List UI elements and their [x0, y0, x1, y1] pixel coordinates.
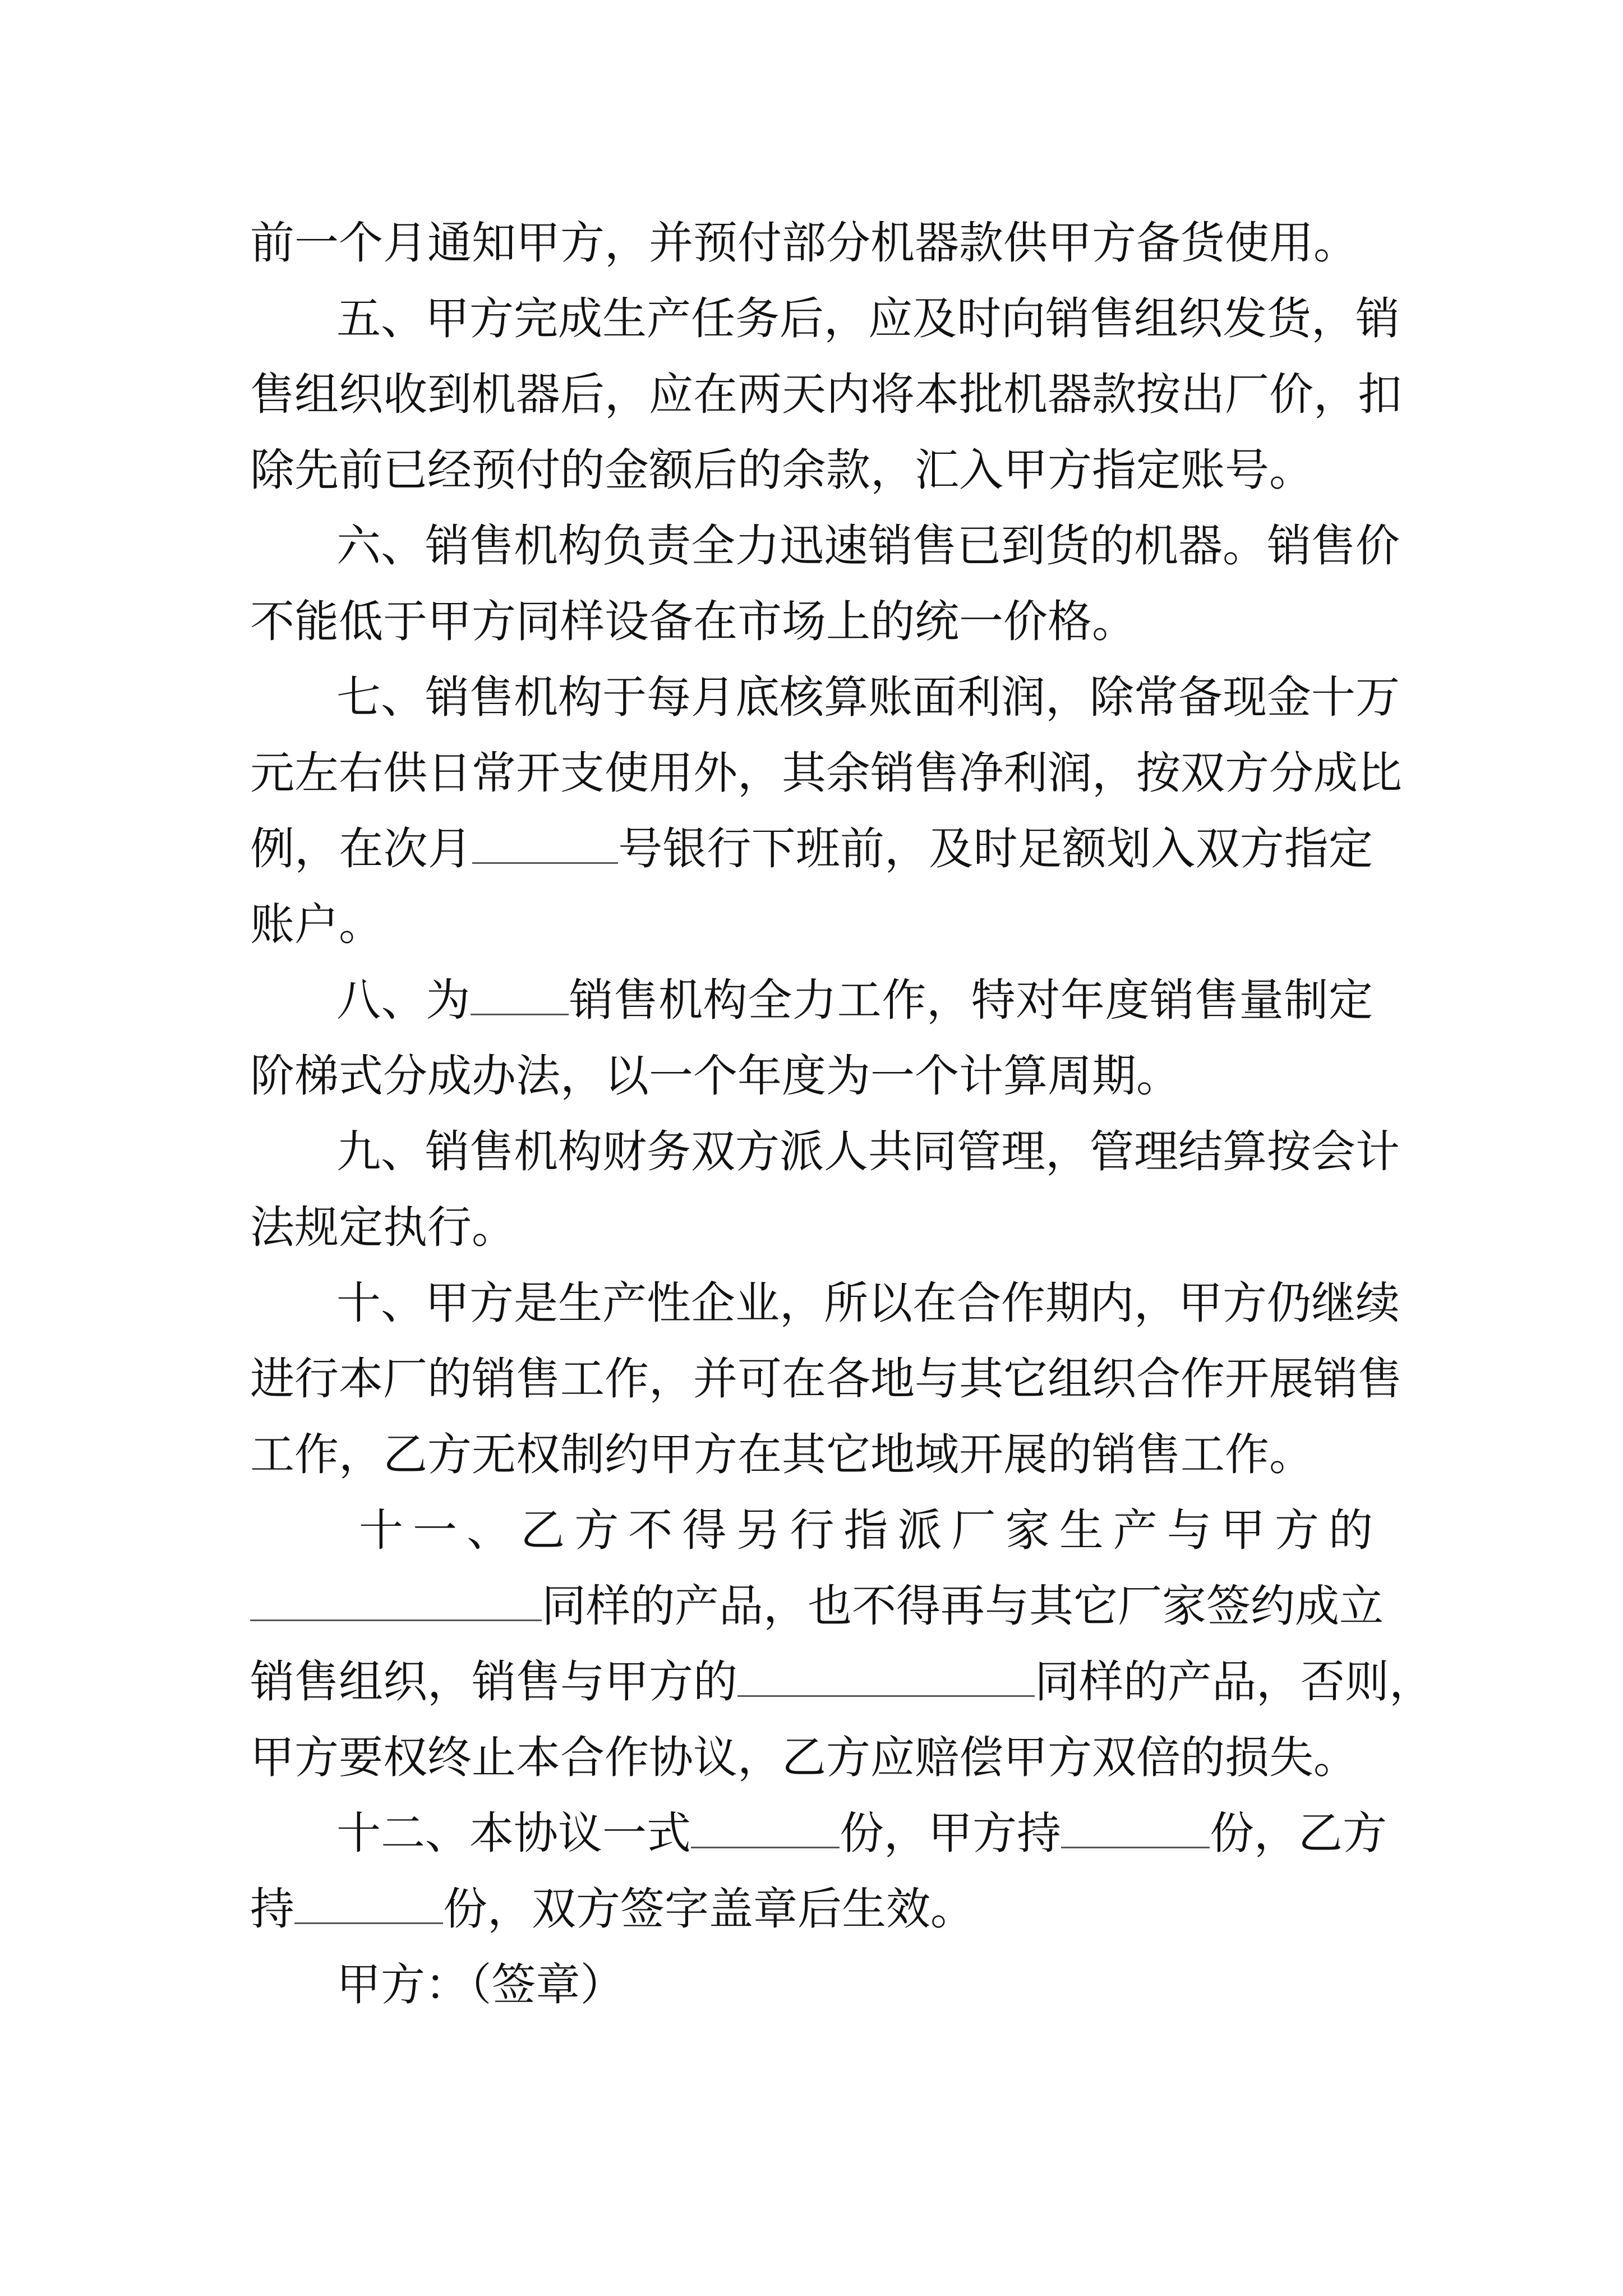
clause-12-line-1 [336, 1805, 1387, 1861]
clause-11-line-2 [250, 1578, 1384, 1634]
clause-8-text-a: 八、为 [336, 974, 471, 1026]
product-blank-2[interactable] [737, 1660, 1035, 1697]
clause-9-line-2: 法规定执行。 [250, 1202, 516, 1253]
clause-12-line-2 [250, 1881, 1373, 1937]
clause-7-text-a: 例，在次月 [250, 823, 472, 875]
clause-5-line-1: 五、甲方完成生产任务后，应及时向销售组织发货，销 [336, 293, 1400, 344]
party-a-signature-label: 甲方：（签章） [336, 1959, 625, 2010]
clause-12-text-c: 份，乙方 [1210, 1807, 1387, 1859]
clause-10-line-1: 十、甲方是生产性企业，所以在合作期内，甲方仍继续 [336, 1277, 1400, 1329]
clause-12-text-e: 份，双方签字盖章后生效。 [443, 1883, 975, 1935]
clause-11-line-3 [250, 1654, 1433, 1710]
clause-10-line-2: 进行本厂的销售工作，并可在各地与其它组织合作开展销售 [250, 1353, 1402, 1405]
clause-8-line-1 [336, 972, 1373, 1028]
clause-8-text-b: 销售机构全力工作，特对年度销售量制定 [569, 974, 1373, 1026]
clause-7-text-b: 号银行下班前，及时足额划入双方指定 [617, 823, 1373, 875]
clause-12-text-b: 份，甲方持 [840, 1807, 1061, 1859]
clause-7-line-4: 账户。 [250, 899, 383, 950]
copies-party-a-blank[interactable] [1061, 1812, 1210, 1848]
clause-11-text-c: 销售组织，销售与甲方的 [250, 1656, 737, 1708]
product-blank-1[interactable] [250, 1585, 542, 1621]
clause-12-text-d: 持 [250, 1883, 294, 1935]
day-blank[interactable] [472, 827, 618, 864]
clause-7-line-2: 元左右供日常开支使用外，其余销售净利润，按双方分成比 [250, 747, 1402, 799]
text-line: 前一个月通知甲方，并预付部分机器款供甲方备货使用。 [250, 217, 1358, 269]
clause-10-line-3: 工作，乙方无权制约甲方在其它地域开展的销售工作。 [250, 1429, 1313, 1480]
clause-11-text-d: 同样的产品，否则， [1035, 1656, 1433, 1708]
clause-6-line-2: 不能低于甲方同样设备在市场上的统一价格。 [250, 596, 1136, 647]
copies-total-blank[interactable] [691, 1812, 840, 1848]
clause-7-line-3 [250, 821, 1373, 877]
copies-party-b-blank[interactable] [294, 1888, 443, 1924]
clause-6-line-1: 六、销售机构负责全力迅速销售已到货的机器。销售价 [336, 520, 1400, 572]
purpose-blank[interactable] [471, 979, 569, 1015]
clause-11-line-4: 甲方要权终止本合作协议，乙方应赔偿甲方双倍的损失。 [250, 1732, 1358, 1783]
clause-5-line-2: 售组织收到机器后，应在两天内将本批机器款按出厂价，扣 [250, 369, 1402, 420]
clause-11-line-1: 十一、乙方不得另行指派厂家生产与甲方的 [359, 1504, 1373, 1556]
clause-11-text-b: 同样的产品，也不得再与其它厂家签约成立 [542, 1580, 1384, 1632]
clause-12-text-a: 十二、本协议一式 [336, 1807, 691, 1859]
clause-9-line-1: 九、销售机构财务双方派人共同管理，管理结算按会计 [336, 1126, 1400, 1177]
clause-8-line-2: 阶梯式分成办法，以一个年度为一个计算周期。 [250, 1050, 1181, 1102]
clause-5-line-3: 除先前已经预付的金额后的余款，汇入甲方指定账号。 [250, 444, 1313, 496]
clause-7-line-1: 七、销售机构于每月底核算账面利润，除常备现金十万 [336, 671, 1400, 723]
